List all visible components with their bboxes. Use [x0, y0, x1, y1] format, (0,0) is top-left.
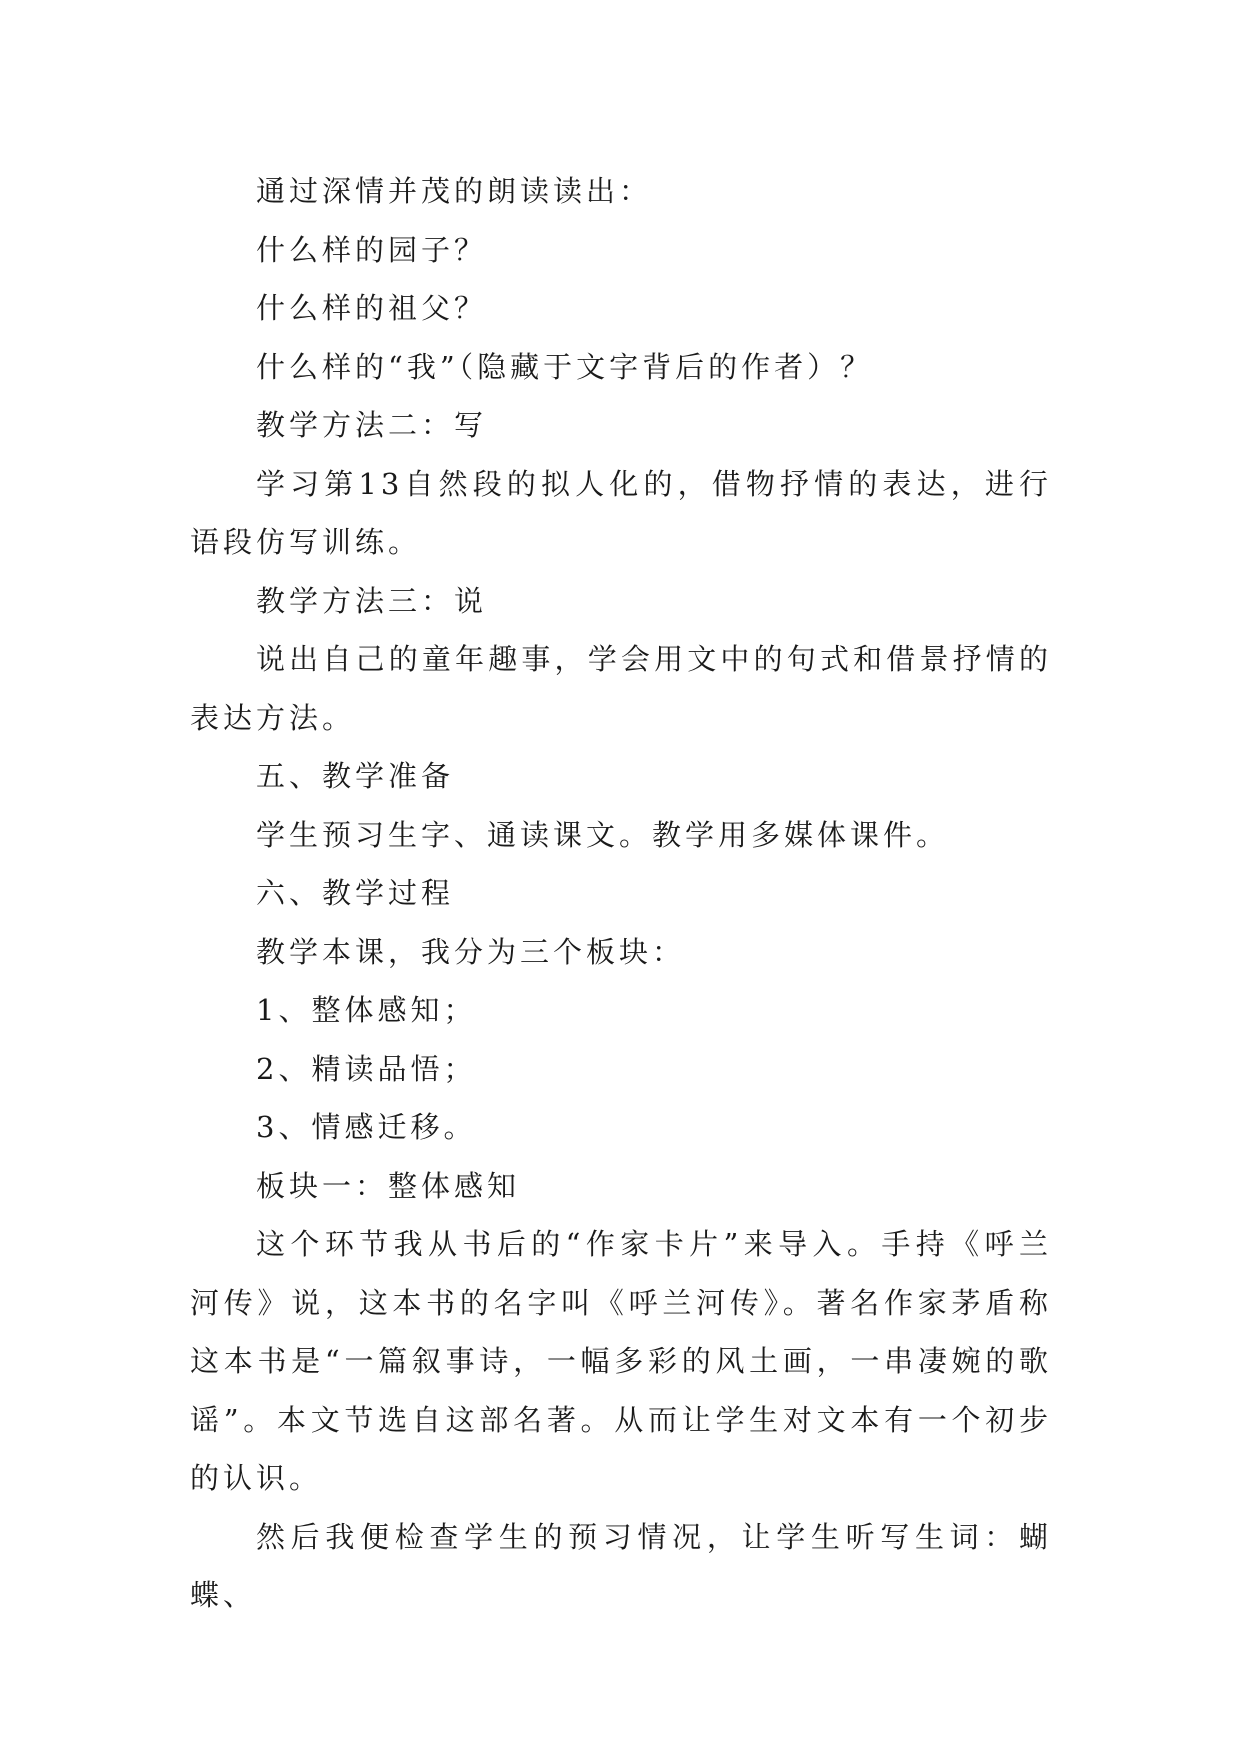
paragraph-8: 说出自己的童年趣事，学会用文中的句式和借景抒情的表达方法。 — [190, 642, 1052, 735]
paragraph-1: 通过深情并茂的朗读读出： — [256, 174, 653, 208]
section-heading-process: 六、教学过程 — [256, 876, 455, 910]
paragraph-12: 教学本课，我分为三个板块： — [256, 934, 686, 969]
paragraph-6: 学习第13自然段的拟人化的，借物抒情的表达，进行语段仿写训练。 — [190, 466, 1052, 559]
section-heading-method-2: 教学方法二：写 — [256, 408, 488, 442]
paragraph-4: 什么样的“我”（隐藏于文字背后的作者）？ — [256, 349, 874, 384]
document-page — [190, 162, 1052, 1625]
paragraph-17: 这个环节我从书后的“作家卡片”来导入。手持《呼兰河传》说，这本书的名字叫《呼兰河传》。著名作家茅盾称这本书是“一篇叙事诗，一幅多彩的风土画，一串凄婉的歌谣”。本文节选自这部名著。从而让学生对文本有一个初步的认识。 — [190, 1227, 1052, 1495]
paragraph-2: 什么样的园子？ — [256, 232, 488, 267]
paragraph-10: 学生预习生字、通读课文。教学用多媒体课件。 — [256, 817, 950, 852]
list-item-1: 1、整体感知； — [256, 993, 477, 1027]
paragraph-3: 什么样的祖父？ — [256, 291, 488, 325]
list-item-3: 3、情感迁移。 — [256, 1110, 477, 1144]
section-heading-preparation: 五、教学准备 — [256, 759, 455, 793]
list-item-2: 2、精读品悟； — [256, 1051, 477, 1086]
section-heading-method-3: 教学方法三：说 — [256, 583, 488, 618]
section-heading-block-1: 板块一：整体感知 — [256, 1168, 521, 1203]
paragraph-18: 然后我便检查学生的预习情况，让学生听写生词：蝴蝶、 — [190, 1519, 1052, 1612]
